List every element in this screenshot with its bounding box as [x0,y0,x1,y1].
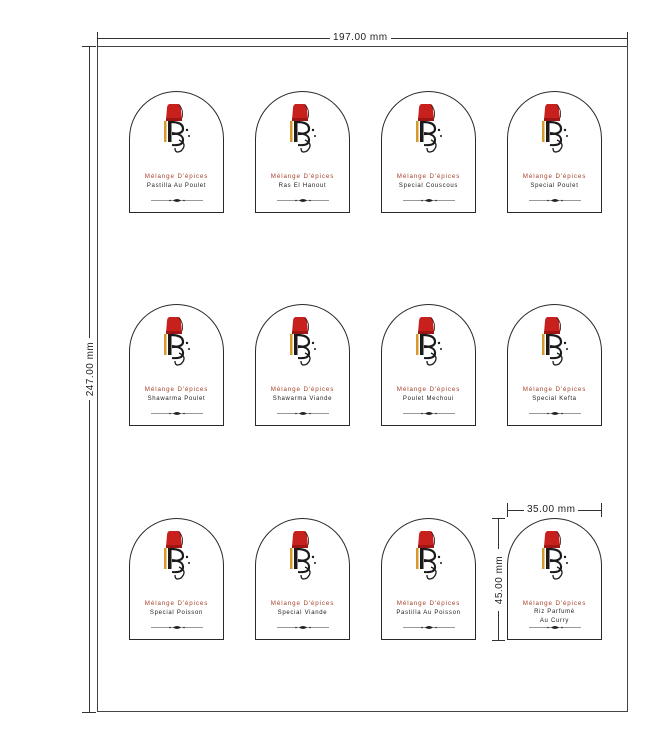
fez-hat-logo-icon [382,104,475,164]
fez-hat-logo-icon [130,531,223,591]
ornament-divider-icon [382,411,475,416]
label-flavor-name: Special Kefta [532,396,577,402]
ornament-divider-icon [508,625,601,630]
sheet-height-label: 247.00 mm [85,338,97,400]
label-height-tick-top [492,518,505,519]
fez-hat-logo-icon [256,531,349,591]
fez-hat-logo-icon [508,104,601,164]
label-flavor-name: Shawarma Viande [272,396,333,402]
spice-label [381,518,476,640]
label-height-tick-bottom [492,640,505,641]
ornament-divider-icon [256,625,349,630]
ornament-divider-icon [130,411,223,416]
label-flavor-name: Special Viande [277,610,328,616]
label-title: Mélange D'épices [522,386,587,393]
ornament-divider-icon [130,198,223,203]
spice-label [381,91,476,213]
sheet-width-label: 197.00 mm [330,32,391,44]
label-height-label: 45.00 mm [494,549,506,611]
spice-label [507,304,602,426]
height-dimension-tick-top [82,46,96,47]
spice-label [255,91,350,213]
width-dimension-tick-right [627,32,628,46]
fez-hat-logo-icon [508,317,601,377]
label-flavor-name: Special Poulet [530,183,579,189]
label-title: Mélange D'épices [522,600,587,607]
label-width-tick-right [601,503,602,517]
label-width-tick-left [507,503,508,517]
spice-label [255,518,350,640]
ornament-divider-icon [508,198,601,203]
spice-label [507,518,602,640]
ornament-divider-icon [256,198,349,203]
label-title: Mélange D'épices [396,173,461,180]
ornament-divider-icon [508,411,601,416]
height-dimension-tick-bottom [82,712,96,713]
ornament-divider-icon [130,625,223,630]
label-title: Mélange D'épices [144,173,209,180]
label-title: Mélange D'épices [270,173,335,180]
ornament-divider-icon [382,198,475,203]
label-title: Mélange D'épices [396,386,461,393]
label-title: Mélange D'épices [522,173,587,180]
label-title: Mélange D'épices [270,386,335,393]
label-title: Mélange D'épices [144,600,209,607]
label-title: Mélange D'épices [396,600,461,607]
label-flavor-name: Shawarma Poulet [147,396,206,402]
spice-label [507,91,602,213]
label-flavor-name: Ras El Hanout [278,183,327,189]
label-title: Mélange D'épices [270,600,335,607]
spice-label [381,304,476,426]
label-flavor-name: Special Poisson [149,610,204,616]
spice-label [255,304,350,426]
label-title: Mélange D'épices [144,386,209,393]
spice-label [129,91,224,213]
label-flavor-name: Poulet Mechoui [402,396,455,402]
spice-label [129,518,224,640]
fez-hat-logo-icon [130,104,223,164]
label-flavor-name: Special Couscous [398,183,459,189]
ornament-divider-icon [256,411,349,416]
label-width-label: 35.00 mm [524,504,578,516]
fez-hat-logo-icon [508,531,601,591]
label-flavor-name: Pastilla Au Poulet [146,183,207,189]
spice-label [129,304,224,426]
ornament-divider-icon [382,625,475,630]
label-flavor-name: Riz Parfumé Au Curry [534,609,575,624]
fez-hat-logo-icon [382,531,475,591]
fez-hat-logo-icon [382,317,475,377]
width-dimension-tick-left [97,32,98,46]
fez-hat-logo-icon [256,104,349,164]
label-flavor-name: Pastilla Au Poisson [396,610,461,616]
fez-hat-logo-icon [256,317,349,377]
fez-hat-logo-icon [130,317,223,377]
